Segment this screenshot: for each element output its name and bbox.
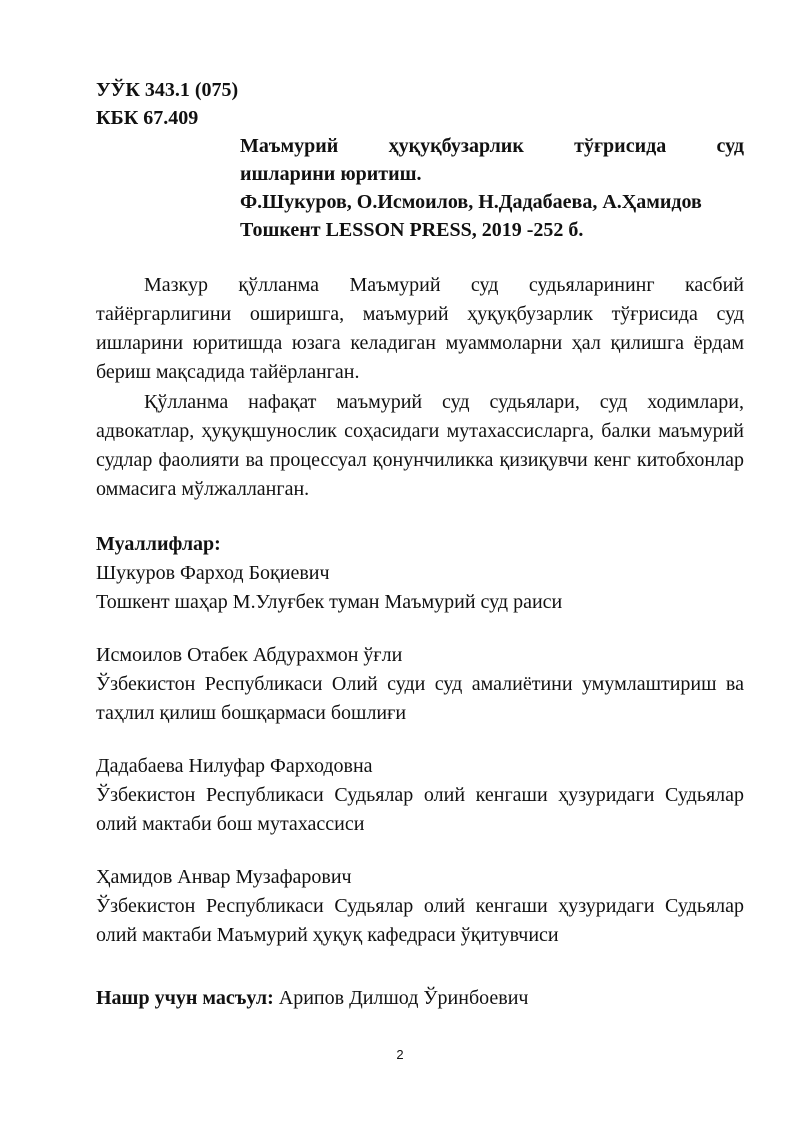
publisher-responsible	[96, 984, 528, 1013]
authors-heading: Муаллифлар:	[96, 533, 221, 555]
kbk-code: КБК 67.409	[96, 107, 199, 129]
author-entry	[96, 863, 744, 950]
authors-section	[96, 530, 744, 974]
author-role: Ўзбекистон Республикаси Судьялар олий кенгаши ҳузуридаги Судьялар олий мактаби бош мутахассиси	[96, 784, 744, 835]
author-role: Тошкент шаҳар М.Улуғбек туман Маъмурий суд раиси	[96, 591, 563, 613]
author-entry	[96, 559, 744, 617]
publisher-label: Нашр учун масъул:	[96, 987, 274, 1009]
page-number: 2	[396, 1047, 404, 1062]
annotation-paragraph-2	[96, 388, 744, 504]
annotation-paragraph-1	[96, 271, 744, 387]
author-entry	[96, 641, 744, 728]
author-name: Ҳамидов Анвар Музафарович	[96, 866, 352, 888]
book-authors-line: Ф.Шукуров, О.Исмоилов, Н.Дадабаева, А.Ҳамидов	[240, 191, 702, 213]
author-name: Шукуров Фарход Боқиевич	[96, 562, 330, 584]
bibliographic-title-block	[240, 132, 744, 244]
paragraph-text: Мазкур қўлланма Маъмурий суд судьяларининг касбий тайёргарлигини оширишга, маъмурий ҳуқуқбузарлик тўғрисида суд ишларини юритишда юзага келадиган муаммоларни ҳал қилишга ёрдам бериш мақсадида тайёрланган.	[96, 274, 744, 383]
paragraph-text: Қўлланма нафақат маъмурий суд судьялари, суд ходимлари, адвокатлар, ҳуқуқшунослик соҳасидаги мутахассисларга, балки маъмурий судлар фаолияти ва процессуал қонунчиликка қизиқувчи кенг китобхонлар оммасига мўлжалланган.	[96, 391, 744, 500]
book-title-line-2: ишларини юритиш.	[240, 163, 422, 185]
book-imprint: Тошкент LESSON PRESS, 2019 -252 б.	[240, 219, 584, 241]
author-role: Ўзбекистон Республикаси Судьялар олий кенгаши ҳузуридаги Судьялар олий мактаби Маъмурий ҳуқуқ кафедраси ўқитувчиси	[96, 895, 744, 946]
classification-codes	[96, 76, 238, 132]
udk-code: УЎК 343.1 (075)	[96, 79, 239, 101]
author-name: Исмоилов Отабек Абдурахмон ўғли	[96, 644, 403, 666]
author-role: Ўзбекистон Республикаси Олий суди суд амалиётини умумлаштириш ва таҳлил қилиш бошқармаси бошлиғи	[96, 673, 744, 724]
publisher-name: Арипов Дилшод Ўринбоевич	[273, 987, 529, 1009]
book-title-line-1: Маъмурий ҳуқуқбузарлик тўғрисида суд	[240, 135, 744, 157]
author-entry	[96, 752, 744, 839]
author-name: Дадабаева Нилуфар Фарходовна	[96, 755, 373, 777]
